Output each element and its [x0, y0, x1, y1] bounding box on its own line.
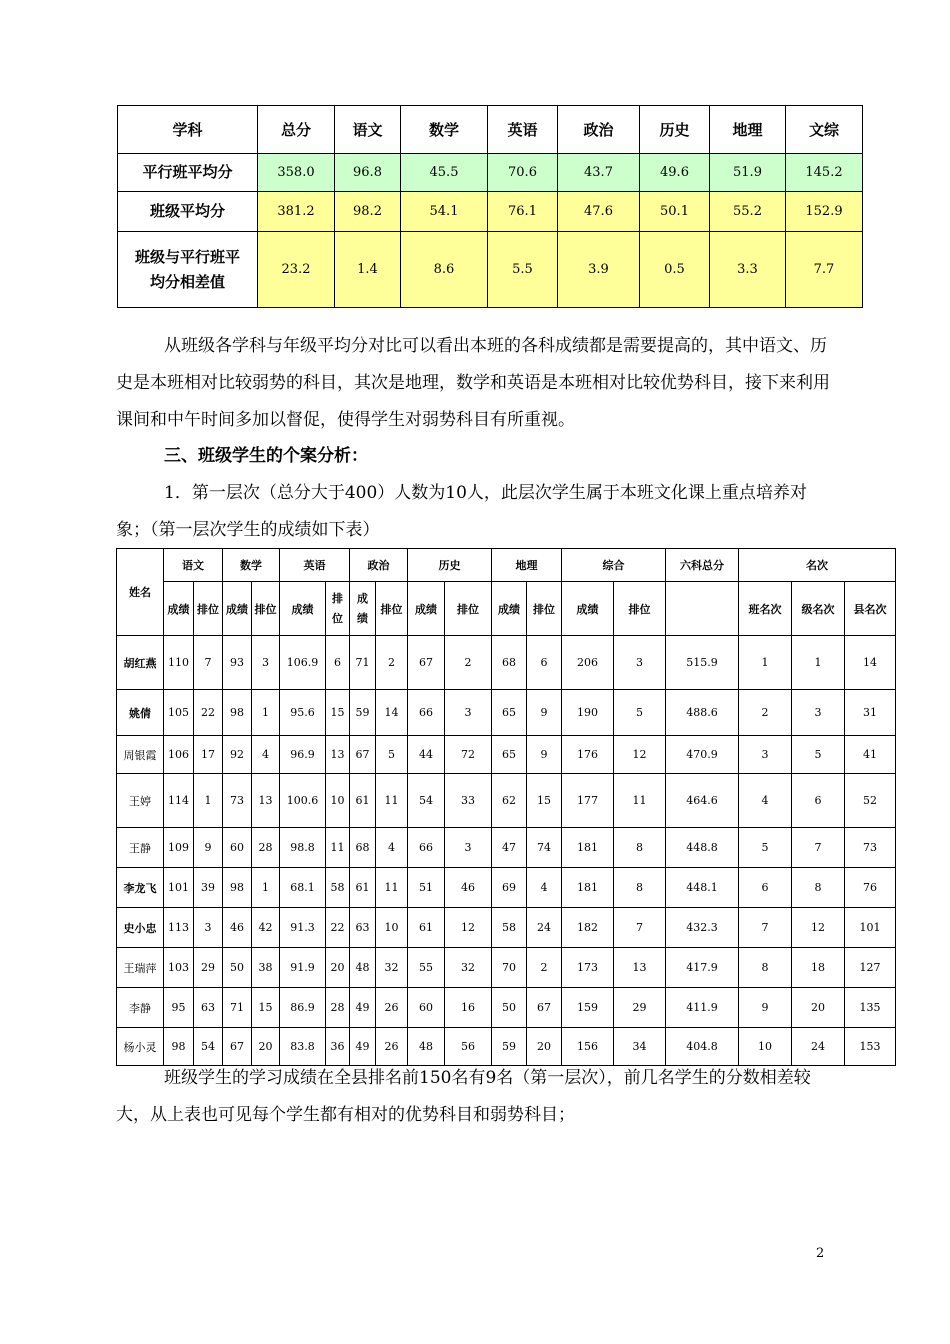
student-score-cell: 7 — [614, 908, 666, 948]
student-score-cell: 18 — [792, 948, 845, 988]
student-score-cell: 73 — [845, 828, 896, 868]
subject-header: 六科总分 — [666, 549, 739, 582]
student-score-cell: 2 — [739, 690, 792, 736]
table-row — [117, 868, 896, 908]
student-name: 姚倩 — [117, 690, 164, 736]
student-score-cell: 464.6 — [666, 774, 739, 828]
score-subheader-part: 成 — [357, 591, 368, 605]
student-score-cell: 69 — [492, 868, 527, 908]
subject-header: 政治 — [350, 549, 408, 582]
student-score-cell: 39 — [194, 868, 223, 908]
student-scores-table — [116, 548, 896, 1066]
student-score-cell: 33 — [445, 774, 492, 828]
rank-subheader: 排位 — [614, 582, 666, 636]
student-score-cell: 6 — [792, 774, 845, 828]
summary-value-cell: 8.6 — [401, 232, 488, 308]
student-score-cell: 76 — [845, 868, 896, 908]
table-row — [117, 636, 896, 690]
student-name: 史小忠 — [117, 908, 164, 948]
student-name: 王瑞萍 — [117, 948, 164, 988]
student-score-cell: 24 — [792, 1028, 845, 1066]
student-score-cell: 110 — [164, 636, 194, 690]
student-score-cell: 59 — [492, 1028, 527, 1066]
student-score-cell: 8 — [792, 868, 845, 908]
summary-value-cell: 76.1 — [488, 192, 558, 232]
summary-value-cell: 152.9 — [786, 192, 863, 232]
student-score-cell: 12 — [445, 908, 492, 948]
student-score-cell: 96.9 — [280, 736, 326, 774]
student-score-cell: 515.9 — [666, 636, 739, 690]
summary-header-cell: 历史 — [640, 106, 710, 154]
student-score-cell: 28 — [326, 988, 350, 1028]
student-score-cell: 182 — [562, 908, 614, 948]
student-score-cell: 4 — [527, 868, 562, 908]
student-name: 李龙飞 — [117, 868, 164, 908]
student-score-cell: 11 — [376, 868, 408, 908]
rank-subheader: 排位 — [445, 582, 492, 636]
student-score-cell: 49 — [350, 1028, 376, 1066]
student-score-cell: 15 — [527, 774, 562, 828]
summary-header-cell: 数学 — [401, 106, 488, 154]
student-score-cell: 4 — [376, 828, 408, 868]
student-score-cell: 181 — [562, 828, 614, 868]
student-score-cell: 488.6 — [666, 690, 739, 736]
student-score-cell: 60 — [408, 988, 445, 1028]
summary-header-cell: 地理 — [710, 106, 786, 154]
student-score-cell: 6 — [739, 868, 792, 908]
student-name: 杨小灵 — [117, 1028, 164, 1066]
student-score-cell: 44 — [408, 736, 445, 774]
summary-value-cell: 381.2 — [258, 192, 335, 232]
table-row — [117, 948, 896, 988]
student-score-cell: 7 — [792, 828, 845, 868]
student-score-cell: 32 — [445, 948, 492, 988]
student-score-cell: 48 — [350, 948, 376, 988]
student-score-cell: 46 — [445, 868, 492, 908]
summary-value-cell: 96.8 — [335, 154, 401, 192]
student-score-cell: 4 — [739, 774, 792, 828]
summary-value-cell: 70.6 — [488, 154, 558, 192]
student-score-cell: 93 — [223, 636, 252, 690]
student-score-cell: 8 — [614, 828, 666, 868]
table-row — [117, 828, 896, 868]
student-score-cell: 1 — [252, 690, 280, 736]
score-subheader: 成绩 — [408, 582, 445, 636]
summary-value-cell: 45.5 — [401, 154, 488, 192]
subject-header: 英语 — [280, 549, 350, 582]
student-score-cell: 98.8 — [280, 828, 326, 868]
subject-header: 名次 — [739, 549, 896, 582]
rank-subheader: 排位 — [194, 582, 223, 636]
subject-header: 语文 — [164, 549, 223, 582]
student-score-cell: 1 — [194, 774, 223, 828]
student-score-cell: 59 — [350, 690, 376, 736]
student-score-cell: 14 — [845, 636, 896, 690]
page-number: 2 — [816, 1246, 825, 1261]
student-score-cell: 5 — [614, 690, 666, 736]
student-score-cell: 181 — [562, 868, 614, 908]
student-score-cell: 417.9 — [666, 948, 739, 988]
student-score-cell: 5 — [739, 828, 792, 868]
student-score-cell: 32 — [376, 948, 408, 988]
student-score-cell: 109 — [164, 828, 194, 868]
conclusion-paragraph: 班级学生的学习成绩在全县排名前150名有9名（第一层次），前几名学生的分数相差较大，从上表也可见每个学生都有相对的优势科目和弱势科目； — [116, 1068, 811, 1125]
summary-table — [117, 105, 863, 308]
student-score-cell: 7 — [739, 908, 792, 948]
student-score-cell: 65 — [492, 690, 527, 736]
student-score-cell: 26 — [376, 1028, 408, 1066]
summary-row-label-line: 均分相差值 — [149, 272, 225, 291]
table-row — [117, 736, 896, 774]
summary-header-cell: 文综 — [786, 106, 863, 154]
student-score-cell: 10 — [739, 1028, 792, 1066]
student-score-cell: 2 — [376, 636, 408, 690]
student-score-cell: 432.3 — [666, 908, 739, 948]
student-score-cell: 55 — [408, 948, 445, 988]
student-score-cell: 54 — [408, 774, 445, 828]
rank-level-header: 县名次 — [845, 582, 896, 636]
student-score-cell: 15 — [326, 690, 350, 736]
summary-row-label-line: 班级与平行班平 — [134, 247, 240, 266]
student-score-cell: 91.3 — [280, 908, 326, 948]
student-score-cell: 9 — [194, 828, 223, 868]
student-score-cell: 50 — [223, 948, 252, 988]
student-score-cell: 6 — [527, 636, 562, 690]
subject-header: 综合 — [562, 549, 666, 582]
section-heading: 三、班级学生的个案分析： — [164, 446, 368, 466]
student-score-cell: 11 — [326, 828, 350, 868]
subject-header: 数学 — [223, 549, 280, 582]
student-score-cell: 49 — [350, 988, 376, 1028]
student-score-cell: 206 — [562, 636, 614, 690]
student-score-cell: 14 — [376, 690, 408, 736]
student-score-cell: 8 — [614, 868, 666, 908]
student-score-cell: 50 — [492, 988, 527, 1028]
student-score-cell: 70 — [492, 948, 527, 988]
student-score-cell: 20 — [792, 988, 845, 1028]
student-score-cell: 10 — [376, 908, 408, 948]
rank-level-header: 级名次 — [792, 582, 845, 636]
rank-subheader-part: 位 — [332, 611, 343, 625]
student-score-cell: 156 — [562, 1028, 614, 1066]
student-score-cell: 3 — [445, 690, 492, 736]
student-score-cell: 100.6 — [280, 774, 326, 828]
student-score-cell: 404.8 — [666, 1028, 739, 1066]
summary-value-cell: 47.6 — [558, 192, 640, 232]
summary-value-cell: 49.6 — [640, 154, 710, 192]
student-score-cell: 103 — [164, 948, 194, 988]
score-subheader: 成绩 — [280, 582, 326, 636]
summary-value-cell: 51.9 — [710, 154, 786, 192]
student-score-cell: 3 — [252, 636, 280, 690]
student-score-cell: 98 — [223, 868, 252, 908]
student-score-cell: 177 — [562, 774, 614, 828]
student-score-cell: 6 — [326, 636, 350, 690]
summary-value-cell: 23.2 — [258, 232, 335, 308]
student-score-cell: 67 — [527, 988, 562, 1028]
rank-subheader: 排位 — [527, 582, 562, 636]
student-score-cell: 11 — [614, 774, 666, 828]
student-score-cell: 3 — [739, 736, 792, 774]
table-row — [117, 908, 896, 948]
summary-value-cell: 5.5 — [488, 232, 558, 308]
student-score-cell: 86.9 — [280, 988, 326, 1028]
student-score-cell: 1 — [252, 868, 280, 908]
student-score-cell: 9 — [527, 690, 562, 736]
student-score-cell: 71 — [350, 636, 376, 690]
summary-value-cell: 145.2 — [786, 154, 863, 192]
student-score-cell: 173 — [562, 948, 614, 988]
student-score-cell: 58 — [492, 908, 527, 948]
rank-level-header: 班名次 — [739, 582, 792, 636]
student-score-cell: 3 — [614, 636, 666, 690]
student-score-cell: 24 — [527, 908, 562, 948]
student-score-cell: 4 — [252, 736, 280, 774]
student-score-cell: 101 — [845, 908, 896, 948]
summary-value-cell: 50.1 — [640, 192, 710, 232]
score-subheader: 成绩 — [492, 582, 527, 636]
student-score-cell: 72 — [445, 736, 492, 774]
student-score-cell: 3 — [445, 828, 492, 868]
student-score-cell: 448.1 — [666, 868, 739, 908]
student-score-cell: 29 — [614, 988, 666, 1028]
student-score-cell: 68 — [350, 828, 376, 868]
student-score-cell: 12 — [614, 736, 666, 774]
rank-subheader — [326, 582, 350, 636]
student-score-cell: 67 — [223, 1028, 252, 1066]
student-score-cell: 47 — [492, 828, 527, 868]
student-score-cell: 190 — [562, 690, 614, 736]
student-score-cell: 28 — [252, 828, 280, 868]
student-name: 王静 — [117, 828, 164, 868]
student-score-cell: 13 — [326, 736, 350, 774]
student-score-cell: 95 — [164, 988, 194, 1028]
table-row — [117, 690, 896, 736]
student-score-cell: 5 — [376, 736, 408, 774]
student-name: 胡红燕 — [117, 636, 164, 690]
student-score-cell: 3 — [194, 908, 223, 948]
student-score-cell: 13 — [614, 948, 666, 988]
score-subheader: 成绩 — [223, 582, 252, 636]
student-score-cell: 73 — [223, 774, 252, 828]
student-score-cell: 10 — [326, 774, 350, 828]
summary-header-cell: 语文 — [335, 106, 401, 154]
student-score-cell: 46 — [223, 908, 252, 948]
student-name: 李静 — [117, 988, 164, 1028]
student-score-cell: 114 — [164, 774, 194, 828]
student-score-cell: 67 — [350, 736, 376, 774]
student-score-cell: 448.8 — [666, 828, 739, 868]
student-score-cell: 411.9 — [666, 988, 739, 1028]
summary-value-cell: 358.0 — [258, 154, 335, 192]
score-subheader-part: 绩 — [357, 611, 368, 625]
student-score-cell: 74 — [527, 828, 562, 868]
summary-header-cell: 英语 — [488, 106, 558, 154]
summary-value-cell: 7.7 — [786, 232, 863, 308]
student-score-cell: 11 — [376, 774, 408, 828]
student-score-cell: 176 — [562, 736, 614, 774]
student-score-cell: 48 — [408, 1028, 445, 1066]
summary-row-label: 平行班平均分 — [118, 154, 258, 192]
student-score-cell: 113 — [164, 908, 194, 948]
student-score-cell: 7 — [194, 636, 223, 690]
score-subheader: 成绩 — [164, 582, 194, 636]
student-score-cell: 135 — [845, 988, 896, 1028]
student-score-cell: 98 — [164, 1028, 194, 1066]
rank-subheader-part: 排 — [332, 591, 343, 605]
student-score-cell: 2 — [527, 948, 562, 988]
student-score-cell: 83.8 — [280, 1028, 326, 1066]
score-subheader — [350, 582, 376, 636]
table-row — [117, 774, 896, 828]
student-score-cell: 61 — [350, 868, 376, 908]
student-score-cell: 470.9 — [666, 736, 739, 774]
name-header: 姓名 — [117, 549, 164, 636]
student-score-cell: 31 — [845, 690, 896, 736]
student-score-cell: 20 — [527, 1028, 562, 1066]
student-score-cell: 41 — [845, 736, 896, 774]
rank-subheader: 排位 — [376, 582, 408, 636]
student-score-cell: 66 — [408, 690, 445, 736]
student-name: 王婷 — [117, 774, 164, 828]
student-score-cell: 91.9 — [280, 948, 326, 988]
student-score-cell: 34 — [614, 1028, 666, 1066]
student-score-cell: 20 — [252, 1028, 280, 1066]
student-score-cell: 52 — [845, 774, 896, 828]
student-score-cell: 3 — [792, 690, 845, 736]
student-score-cell: 61 — [350, 774, 376, 828]
student-score-cell: 106 — [164, 736, 194, 774]
summary-value-cell: 55.2 — [710, 192, 786, 232]
tier-one-paragraph: 1．第一层次（总分大于400）人数为10人，此层次学生属于本班文化课上重点培养对象；（第一层次学生的成绩如下表） — [116, 483, 807, 540]
student-score-cell: 22 — [194, 690, 223, 736]
student-score-cell: 8 — [739, 948, 792, 988]
student-score-cell: 153 — [845, 1028, 896, 1066]
summary-value-cell: 54.1 — [401, 192, 488, 232]
summary-value-cell: 1.4 — [335, 232, 401, 308]
student-score-cell: 67 — [408, 636, 445, 690]
student-score-cell: 106.9 — [280, 636, 326, 690]
summary-value-cell: 3.9 — [558, 232, 640, 308]
student-score-cell: 9 — [739, 988, 792, 1028]
student-score-cell: 68.1 — [280, 868, 326, 908]
summary-value-cell: 3.3 — [710, 232, 786, 308]
student-score-cell: 66 — [408, 828, 445, 868]
student-score-cell: 1 — [792, 636, 845, 690]
subject-header: 地理 — [492, 549, 562, 582]
student-score-cell: 38 — [252, 948, 280, 988]
student-score-cell: 26 — [376, 988, 408, 1028]
student-score-cell: 101 — [164, 868, 194, 908]
student-score-cell: 5 — [792, 736, 845, 774]
student-score-cell: 2 — [445, 636, 492, 690]
student-score-cell: 20 — [326, 948, 350, 988]
summary-header-cell: 学科 — [118, 106, 258, 154]
student-score-cell: 95.6 — [280, 690, 326, 736]
student-score-cell: 54 — [194, 1028, 223, 1066]
analysis-paragraph: 从班级各学科与年级平均分对比可以看出本班的各科成绩都是需要提高的，其中语文、历史是本班相对比较弱势的科目，其次是地理，数学和英语是本班相对比较优势科目，接下来利用课间和中午时间多加以督促，使得学生对弱势科目有所重视。 — [116, 336, 830, 430]
student-score-cell: 22 — [326, 908, 350, 948]
summary-row-label — [118, 232, 258, 308]
student-score-cell: 105 — [164, 690, 194, 736]
summary-row-label: 班级平均分 — [118, 192, 258, 232]
student-score-cell: 65 — [492, 736, 527, 774]
rank-subheader: 排位 — [252, 582, 280, 636]
student-score-cell: 51 — [408, 868, 445, 908]
student-score-cell: 62 — [492, 774, 527, 828]
student-score-cell: 58 — [326, 868, 350, 908]
summary-header-cell: 政治 — [558, 106, 640, 154]
student-score-cell: 159 — [562, 988, 614, 1028]
student-score-cell: 60 — [223, 828, 252, 868]
student-score-cell: 63 — [194, 988, 223, 1028]
score-subheader: 成绩 — [562, 582, 614, 636]
student-score-cell: 36 — [326, 1028, 350, 1066]
student-score-cell: 63 — [350, 908, 376, 948]
student-score-cell: 16 — [445, 988, 492, 1028]
student-score-cell: 12 — [792, 908, 845, 948]
student-score-cell: 68 — [492, 636, 527, 690]
summary-value-cell: 0.5 — [640, 232, 710, 308]
student-score-cell: 98 — [223, 690, 252, 736]
student-score-cell: 29 — [194, 948, 223, 988]
student-score-cell: 15 — [252, 988, 280, 1028]
student-score-cell: 92 — [223, 736, 252, 774]
student-score-cell: 13 — [252, 774, 280, 828]
summary-value-cell: 43.7 — [558, 154, 640, 192]
student-name: 周银霞 — [117, 736, 164, 774]
student-score-cell: 61 — [408, 908, 445, 948]
student-score-cell: 9 — [527, 736, 562, 774]
student-score-cell: 71 — [223, 988, 252, 1028]
student-score-cell: 127 — [845, 948, 896, 988]
student-score-cell: 1 — [739, 636, 792, 690]
student-score-cell: 56 — [445, 1028, 492, 1066]
table-row — [117, 988, 896, 1028]
subject-header: 历史 — [408, 549, 492, 582]
total-subheader-blank — [666, 582, 739, 636]
summary-value-cell: 98.2 — [335, 192, 401, 232]
summary-header-cell: 总分 — [258, 106, 335, 154]
student-score-cell: 42 — [252, 908, 280, 948]
student-score-cell: 17 — [194, 736, 223, 774]
